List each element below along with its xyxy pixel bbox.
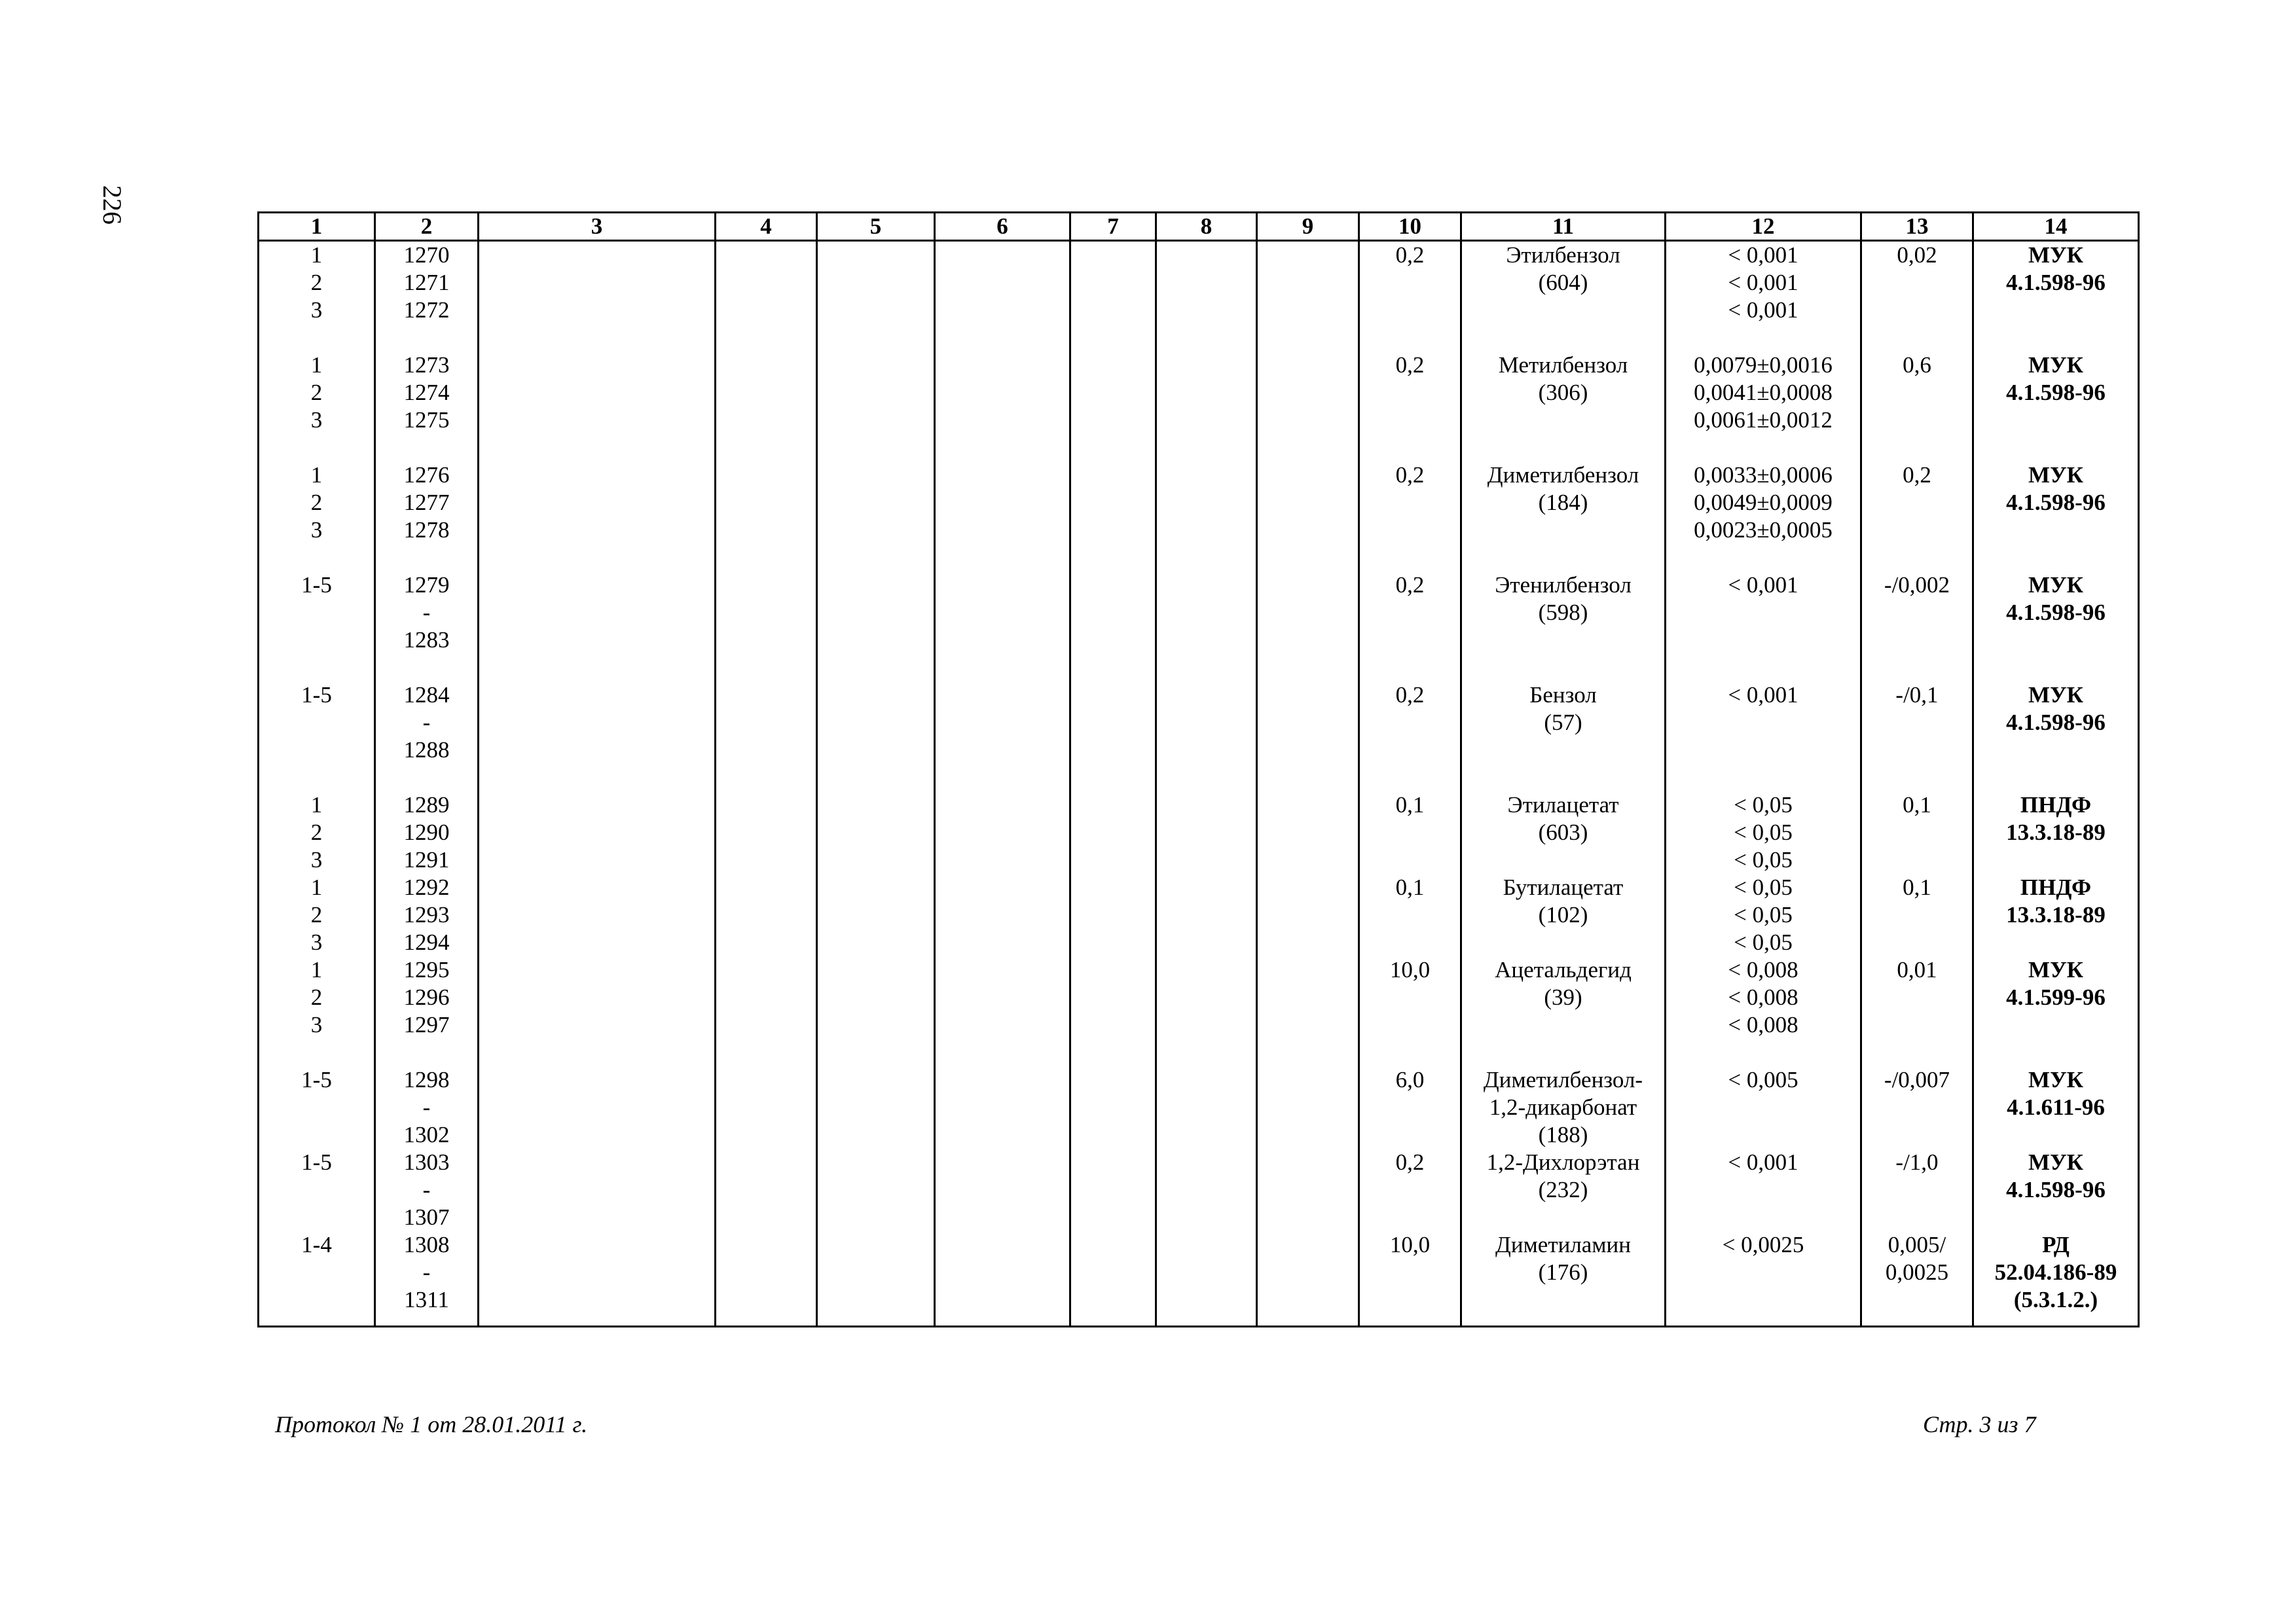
cell-col-8 bbox=[1156, 461, 1257, 571]
cell-col-12: < 0,008 < 0,008 < 0,008 bbox=[1666, 956, 1861, 1066]
cell-col-2: 1270 1271 1272 bbox=[375, 241, 479, 352]
cell-col-13: 0,1 bbox=[1861, 874, 1973, 956]
cell-col-13: -/0,1 bbox=[1861, 681, 1973, 791]
cell-col-8 bbox=[1156, 1149, 1257, 1231]
cell-col-8 bbox=[1156, 956, 1257, 1066]
cell-col-7 bbox=[1070, 874, 1156, 956]
table-row bbox=[259, 1149, 2139, 1231]
cell-col-12: 0,0079±0,0016 0,0041±0,0008 0,0061±0,0012 bbox=[1666, 352, 1861, 461]
cell-col-9 bbox=[1257, 791, 1359, 874]
cell-col-14: РД 52.04.186-89 (5.3.1.2.) bbox=[1973, 1231, 2139, 1327]
cell-col-5 bbox=[817, 1231, 935, 1327]
cell-col-3 bbox=[479, 1149, 716, 1231]
cell-col-14: МУК 4.1.598-96 bbox=[1973, 1149, 2139, 1231]
cell-col-12: 0,0033±0,0006 0,0049±0,0009 0,0023±0,0005 bbox=[1666, 461, 1861, 571]
col-header-3: 3 bbox=[479, 213, 716, 241]
cell-col-2: 1308 - 1311 bbox=[375, 1231, 479, 1327]
cell-col-6 bbox=[935, 241, 1070, 352]
cell-col-1: 1-5 bbox=[259, 1066, 375, 1149]
cell-col-4 bbox=[716, 956, 817, 1066]
col-header-12: 12 bbox=[1666, 213, 1861, 241]
page-number: 226 bbox=[98, 185, 127, 225]
cell-col-7 bbox=[1070, 571, 1156, 681]
cell-col-3 bbox=[479, 352, 716, 461]
cell-col-11: Этенилбензол (598) bbox=[1461, 571, 1666, 681]
cell-col-9 bbox=[1257, 1066, 1359, 1149]
cell-col-10: 0,2 bbox=[1359, 571, 1461, 681]
cell-col-13: -/0,002 bbox=[1861, 571, 1973, 681]
cell-col-11: Метилбензол (306) bbox=[1461, 352, 1666, 461]
cell-col-2: 1303 - 1307 bbox=[375, 1149, 479, 1231]
cell-col-4 bbox=[716, 1066, 817, 1149]
cell-col-10: 10,0 bbox=[1359, 956, 1461, 1066]
cell-col-5 bbox=[817, 241, 935, 352]
cell-col-7 bbox=[1070, 1066, 1156, 1149]
cell-col-10: 10,0 bbox=[1359, 1231, 1461, 1327]
cell-col-13: 0,6 bbox=[1861, 352, 1973, 461]
cell-col-5 bbox=[817, 1066, 935, 1149]
cell-col-1: 1-5 bbox=[259, 681, 375, 791]
cell-col-8 bbox=[1156, 241, 1257, 352]
cell-col-4 bbox=[716, 1231, 817, 1327]
cell-col-11: Диметилбензол (184) bbox=[1461, 461, 1666, 571]
cell-col-5 bbox=[817, 874, 935, 956]
cell-col-1: 1-4 bbox=[259, 1231, 375, 1327]
cell-col-14: МУК 4.1.598-96 bbox=[1973, 461, 2139, 571]
cell-col-3 bbox=[479, 874, 716, 956]
cell-col-2: 1276 1277 1278 bbox=[375, 461, 479, 571]
header-row bbox=[259, 213, 2139, 241]
cell-col-8 bbox=[1156, 681, 1257, 791]
cell-col-1: 1 2 3 bbox=[259, 956, 375, 1066]
cell-col-11: Этилбензол (604) bbox=[1461, 241, 1666, 352]
cell-col-10: 6,0 bbox=[1359, 1066, 1461, 1149]
col-header-6: 6 bbox=[935, 213, 1070, 241]
cell-col-5 bbox=[817, 791, 935, 874]
col-header-1: 1 bbox=[259, 213, 375, 241]
cell-col-14: МУК 4.1.598-96 bbox=[1973, 681, 2139, 791]
cell-col-11: Диметиламин (176) bbox=[1461, 1231, 1666, 1327]
cell-col-3 bbox=[479, 1066, 716, 1149]
cell-col-14: МУК 4.1.598-96 bbox=[1973, 352, 2139, 461]
cell-col-1: 1-5 bbox=[259, 1149, 375, 1231]
cell-col-6 bbox=[935, 956, 1070, 1066]
cell-col-6 bbox=[935, 571, 1070, 681]
table-row bbox=[259, 461, 2139, 571]
cell-col-12: < 0,001 bbox=[1666, 681, 1861, 791]
cell-col-9 bbox=[1257, 571, 1359, 681]
col-header-9: 9 bbox=[1257, 213, 1359, 241]
col-header-2: 2 bbox=[375, 213, 479, 241]
cell-col-9 bbox=[1257, 874, 1359, 956]
cell-col-7 bbox=[1070, 956, 1156, 1066]
cell-col-12: < 0,001 < 0,001 < 0,001 bbox=[1666, 241, 1861, 352]
cell-col-11: 1,2-Дихлорэтан (232) bbox=[1461, 1149, 1666, 1231]
table-row bbox=[259, 681, 2139, 791]
cell-col-9 bbox=[1257, 1231, 1359, 1327]
cell-col-9 bbox=[1257, 461, 1359, 571]
cell-col-7 bbox=[1070, 681, 1156, 791]
cell-col-6 bbox=[935, 352, 1070, 461]
cell-col-13: 0,2 bbox=[1861, 461, 1973, 571]
results-table bbox=[257, 211, 2140, 1327]
table-row bbox=[259, 956, 2139, 1066]
cell-col-2: 1295 1296 1297 bbox=[375, 956, 479, 1066]
cell-col-12: < 0,05 < 0,05 < 0,05 bbox=[1666, 791, 1861, 874]
cell-col-1: 1 2 3 bbox=[259, 352, 375, 461]
cell-col-6 bbox=[935, 681, 1070, 791]
cell-col-4 bbox=[716, 1149, 817, 1231]
cell-col-13: -/0,007 bbox=[1861, 1066, 1973, 1149]
cell-col-7 bbox=[1070, 352, 1156, 461]
cell-col-2: 1289 1290 1291 bbox=[375, 791, 479, 874]
cell-col-12: < 0,0025 bbox=[1666, 1231, 1861, 1327]
cell-col-9 bbox=[1257, 956, 1359, 1066]
cell-col-10: 0,2 bbox=[1359, 461, 1461, 571]
table-body bbox=[259, 241, 2139, 1327]
table-row bbox=[259, 1066, 2139, 1149]
cell-col-6 bbox=[935, 791, 1070, 874]
table-row bbox=[259, 352, 2139, 461]
col-header-13: 13 bbox=[1861, 213, 1973, 241]
cell-col-8 bbox=[1156, 791, 1257, 874]
cell-col-5 bbox=[817, 681, 935, 791]
cell-col-2: 1279 - 1283 bbox=[375, 571, 479, 681]
cell-col-3 bbox=[479, 571, 716, 681]
cell-col-10: 0,2 bbox=[1359, 241, 1461, 352]
table-row bbox=[259, 1231, 2139, 1327]
cell-col-1: 1 2 3 bbox=[259, 874, 375, 956]
page-count-footer: Стр. 3 из 7 bbox=[1923, 1411, 2036, 1437]
cell-col-1: 1 2 3 bbox=[259, 461, 375, 571]
cell-col-4 bbox=[716, 571, 817, 681]
col-header-14: 14 bbox=[1973, 213, 2139, 241]
cell-col-3 bbox=[479, 1231, 716, 1327]
cell-col-9 bbox=[1257, 352, 1359, 461]
cell-col-4 bbox=[716, 874, 817, 956]
cell-col-9 bbox=[1257, 681, 1359, 791]
col-header-10: 10 bbox=[1359, 213, 1461, 241]
cell-col-7 bbox=[1070, 1149, 1156, 1231]
cell-col-8 bbox=[1156, 874, 1257, 956]
cell-col-13: -/1,0 bbox=[1861, 1149, 1973, 1231]
cell-col-12: < 0,001 bbox=[1666, 1149, 1861, 1231]
cell-col-3 bbox=[479, 681, 716, 791]
col-header-7: 7 bbox=[1070, 213, 1156, 241]
cell-col-4 bbox=[716, 791, 817, 874]
cell-col-2: 1292 1293 1294 bbox=[375, 874, 479, 956]
cell-col-11: Бензол (57) bbox=[1461, 681, 1666, 791]
cell-col-6 bbox=[935, 1231, 1070, 1327]
cell-col-14: МУК 4.1.599-96 bbox=[1973, 956, 2139, 1066]
table-row bbox=[259, 571, 2139, 681]
table-row bbox=[259, 241, 2139, 352]
cell-col-6 bbox=[935, 1066, 1070, 1149]
cell-col-4 bbox=[716, 241, 817, 352]
col-header-5: 5 bbox=[817, 213, 935, 241]
cell-col-6 bbox=[935, 1149, 1070, 1231]
cell-col-3 bbox=[479, 241, 716, 352]
cell-col-7 bbox=[1070, 461, 1156, 571]
cell-col-14: ПНДФ 13.3.18-89 bbox=[1973, 791, 2139, 874]
cell-col-2: 1284 - 1288 bbox=[375, 681, 479, 791]
cell-col-10: 0,1 bbox=[1359, 874, 1461, 956]
cell-col-14: ПНДФ 13.3.18-89 bbox=[1973, 874, 2139, 956]
protocol-footer: Протокол № 1 от 28.01.2011 г. bbox=[275, 1411, 588, 1437]
cell-col-7 bbox=[1070, 241, 1156, 352]
cell-col-11: Ацетальдегид (39) bbox=[1461, 956, 1666, 1066]
cell-col-8 bbox=[1156, 571, 1257, 681]
cell-col-10: 0,2 bbox=[1359, 352, 1461, 461]
cell-col-12: < 0,001 bbox=[1666, 571, 1861, 681]
cell-col-5 bbox=[817, 956, 935, 1066]
cell-col-7 bbox=[1070, 1231, 1156, 1327]
cell-col-10: 0,1 bbox=[1359, 791, 1461, 874]
col-header-11: 11 bbox=[1461, 213, 1666, 241]
cell-col-1: 1-5 bbox=[259, 571, 375, 681]
cell-col-2: 1273 1274 1275 bbox=[375, 352, 479, 461]
cell-col-5 bbox=[817, 352, 935, 461]
cell-col-3 bbox=[479, 791, 716, 874]
table-row bbox=[259, 874, 2139, 956]
cell-col-4 bbox=[716, 681, 817, 791]
cell-col-2: 1298 - 1302 bbox=[375, 1066, 479, 1149]
cell-col-8 bbox=[1156, 1231, 1257, 1327]
cell-col-14: МУК 4.1.598-96 bbox=[1973, 241, 2139, 352]
cell-col-14: МУК 4.1.611-96 bbox=[1973, 1066, 2139, 1149]
cell-col-14: МУК 4.1.598-96 bbox=[1973, 571, 2139, 681]
col-header-8: 8 bbox=[1156, 213, 1257, 241]
cell-col-4 bbox=[716, 461, 817, 571]
cell-col-13: 0,005/ 0,0025 bbox=[1861, 1231, 1973, 1327]
cell-col-13: 0,01 bbox=[1861, 956, 1973, 1066]
cell-col-6 bbox=[935, 461, 1070, 571]
cell-col-7 bbox=[1070, 791, 1156, 874]
cell-col-10: 0,2 bbox=[1359, 1149, 1461, 1231]
cell-col-5 bbox=[817, 571, 935, 681]
cell-col-13: 0,02 bbox=[1861, 241, 1973, 352]
cell-col-13: 0,1 bbox=[1861, 791, 1973, 874]
cell-col-10: 0,2 bbox=[1359, 681, 1461, 791]
cell-col-8 bbox=[1156, 1066, 1257, 1149]
cell-col-1: 1 2 3 bbox=[259, 791, 375, 874]
cell-col-1: 1 2 3 bbox=[259, 241, 375, 352]
cell-col-12: < 0,005 bbox=[1666, 1066, 1861, 1149]
cell-col-3 bbox=[479, 956, 716, 1066]
cell-col-5 bbox=[817, 461, 935, 571]
cell-col-9 bbox=[1257, 241, 1359, 352]
col-header-4: 4 bbox=[716, 213, 817, 241]
table-row bbox=[259, 791, 2139, 874]
cell-col-6 bbox=[935, 874, 1070, 956]
cell-col-3 bbox=[479, 461, 716, 571]
cell-col-8 bbox=[1156, 352, 1257, 461]
cell-col-12: < 0,05 < 0,05 < 0,05 bbox=[1666, 874, 1861, 956]
cell-col-11: Бутилацетат (102) bbox=[1461, 874, 1666, 956]
cell-col-9 bbox=[1257, 1149, 1359, 1231]
cell-col-4 bbox=[716, 352, 817, 461]
cell-col-11: Диметилбензол- 1,2-дикарбонат (188) bbox=[1461, 1066, 1666, 1149]
cell-col-5 bbox=[817, 1149, 935, 1231]
cell-col-11: Этилацетат (603) bbox=[1461, 791, 1666, 874]
